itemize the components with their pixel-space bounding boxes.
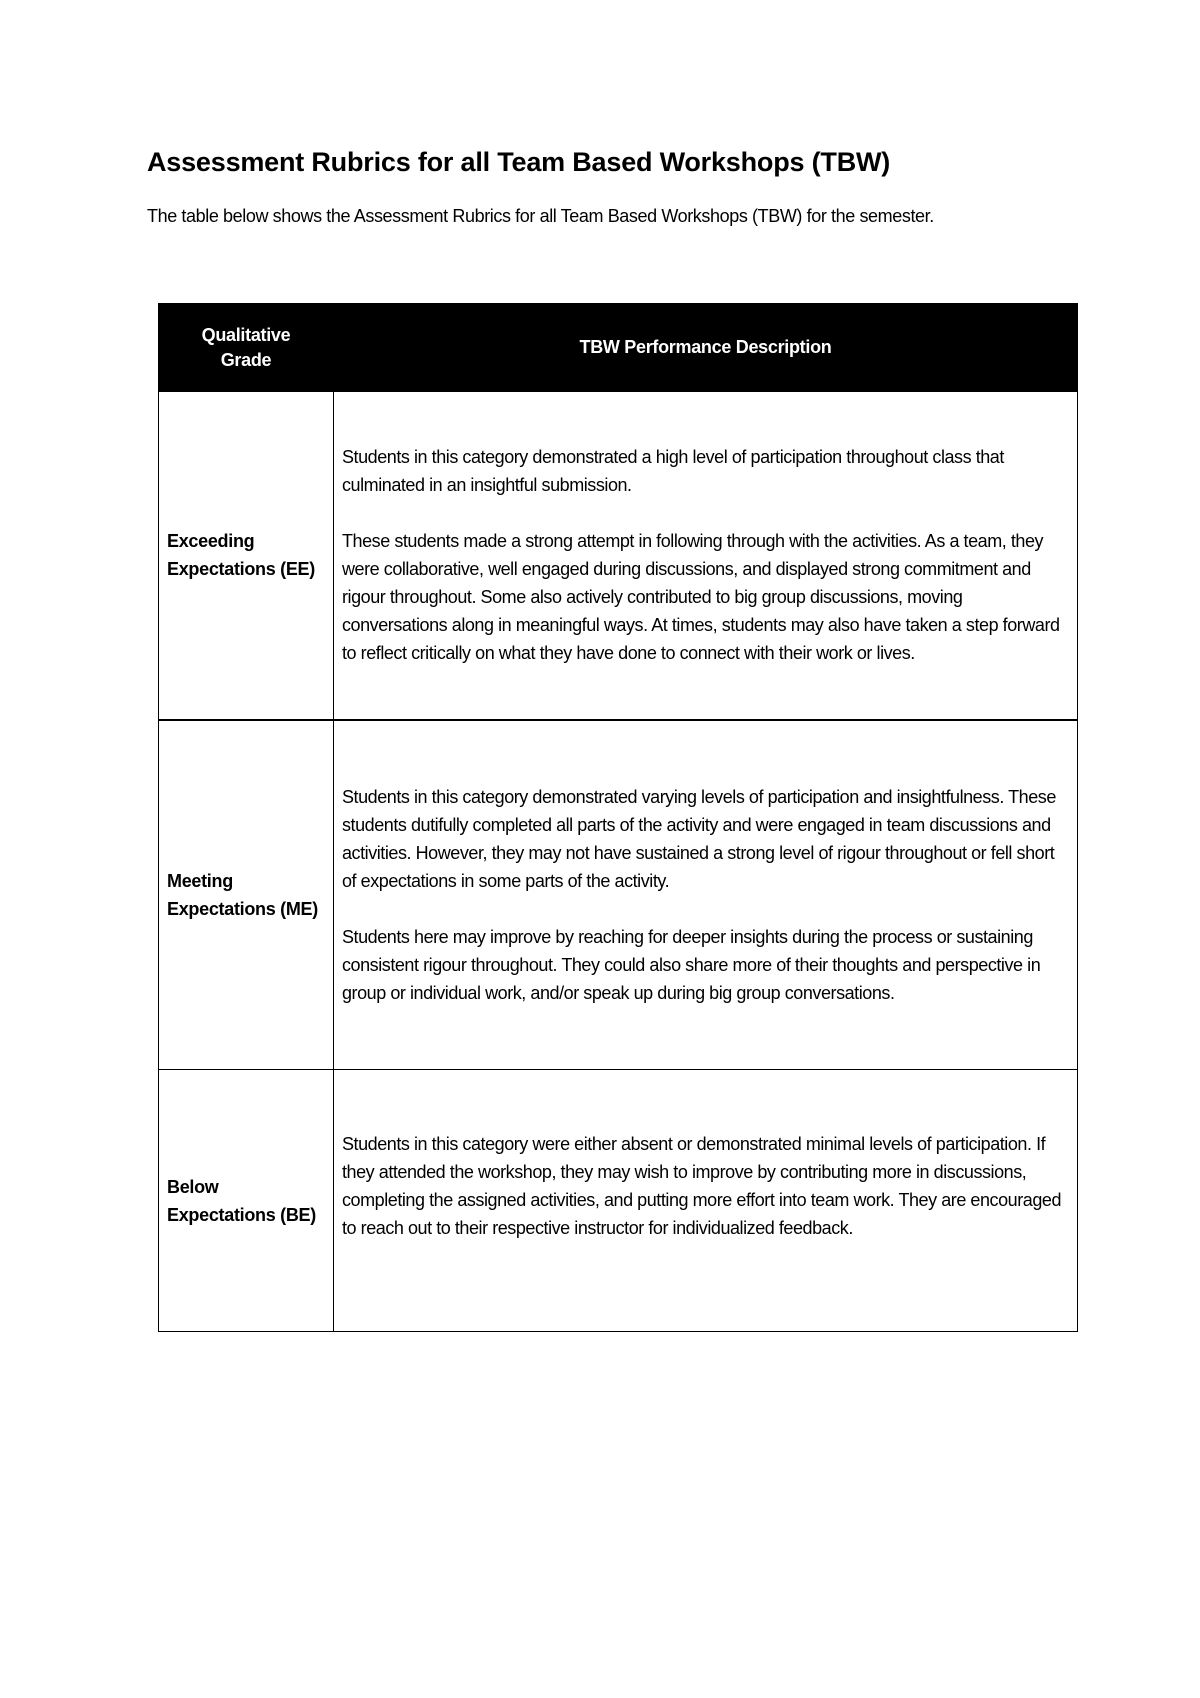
table-row-meeting-expectations	[159, 720, 1078, 1070]
description-cell	[334, 720, 1078, 1070]
intro-paragraph: The table below shows the Assessment Rubrics for all Team Based Workshops (TBW) for the semester.	[147, 206, 934, 226]
rubric-table-body	[159, 392, 1078, 1332]
header-performance-description: TBW Performance Description	[334, 304, 1078, 392]
rubric-table-header	[159, 304, 1078, 392]
description-paragraph: Students in this category demonstrated varying levels of participation and insightfulness. These students dutifully completed all parts of the activity and were engaged in team discussions and activities. However, they may not have sustained a strong level of rigour throughout or fell short of expectations in some parts of the activity.	[342, 786, 1056, 891]
grade-cell: Below Expectations (BE)	[159, 1070, 334, 1332]
description-paragraph: Students in this category were either absent or demonstrated minimal levels of participation. If they attended the workshop, they may wish to improve by contributing more in discussions, completing the assigned activities, and putting more effort into team work. They are encouraged to reach out to their respective instructor for individualized feedback.	[342, 1133, 1062, 1238]
grade-cell: Exceeding Expectations (EE)	[159, 392, 334, 720]
description-paragraph: These students made a strong attempt in following through with the activities. As a team, they were collaborative, well engaged during discussions, and displayed strong commitment and rigour throughout. Some also actively contributed to big group discussions, moving conversations along in meaningful ways. At times, students may also have taken a step forward to reflect critically on what they have done to connect with their work or lives.	[342, 531, 1060, 664]
table-row-below-expectations	[159, 1070, 1078, 1332]
header-row	[159, 304, 1078, 392]
table-row-exceeding-expectations	[159, 392, 1078, 720]
description-cell	[334, 392, 1078, 720]
grade-cell: Meeting Expectations (ME)	[159, 720, 334, 1070]
description-paragraph: Students here may improve by reaching for deeper insights during the process or sustaining consistent rigour throughout. They could also share more of their thoughts and perspective in group or individual work, and/or speak up during big group conversations.	[342, 926, 1041, 1003]
description-paragraph: Students in this category demonstrated a high level of participation throughout class that culminated in an insightful submission.	[342, 447, 1004, 496]
description-cell	[334, 1070, 1078, 1332]
document-title: Assessment Rubrics for all Team Based Workshops (TBW)	[147, 147, 891, 177]
rubric-table	[158, 303, 1078, 1332]
header-qualitative-grade: Qualitative Grade	[159, 304, 334, 392]
